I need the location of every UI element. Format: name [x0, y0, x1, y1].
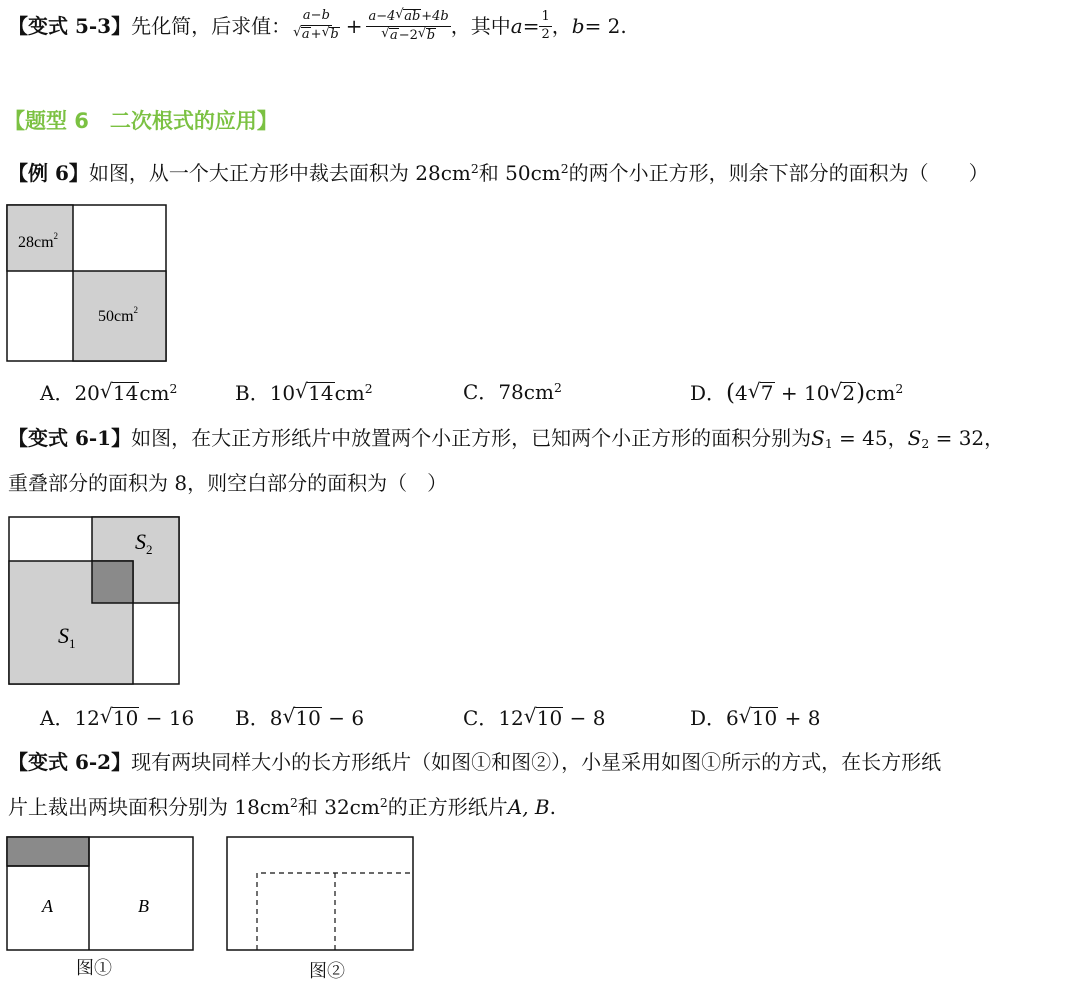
section-heading: 【题型 6 二次根式的应用】: [4, 109, 278, 133]
example-6-option-c: C．$78cm^2$: [463, 380, 562, 404]
problem-6-1-line-1: 【变式 6-1】如图，在大正方形纸片中放置两个小正方形，已知两个小正方形的面积分别为$S_1 = 45$，$S_2 = 32$，: [8, 426, 1005, 452]
svg-text:S1: $S_1$: [58, 623, 76, 651]
figure-1: [6, 836, 196, 954]
problem-text: 先化简，后求值：: [131, 14, 292, 38]
svg-text:50cm2: $50cm^2$: [98, 305, 139, 325]
figure-2: [226, 836, 416, 954]
problem-6-1-figure: [8, 516, 181, 686]
example-6-figure: [6, 204, 168, 362]
problem-tag: 【变式 5-3】: [8, 14, 132, 38]
fraction-numerator: a−4√ ab+4b: [366, 9, 450, 27]
example-6-option-b: B．10√ $14cm^2$: [235, 382, 373, 404]
example-6-question: 【例 6】如图，从一个大正方形中裁去面积为 $28cm^2$和 $50cm^2$的两个小正方形，则余下部分的面积为（ ）: [8, 161, 989, 185]
condition-text: ，其中: [450, 14, 511, 38]
problem-6-1-option-b: B．8√ 10 − 6: [235, 707, 364, 729]
variable-b: b: [571, 14, 585, 38]
fraction-denominator: √ a+√ b: [291, 26, 342, 43]
svg-text:A: A: [42, 896, 53, 916]
comma: ，: [551, 14, 572, 38]
plus-sign: +: [345, 14, 363, 38]
svg-text:B: B: [138, 896, 149, 916]
problem-tag: 【例 6】: [8, 161, 89, 185]
problem-6-1-option-a: A．12√ 10 − 16: [40, 707, 194, 729]
fraction-numerator: a−b: [301, 9, 332, 26]
example-6-option-d: D．(4√ 7 + 10√ $2)cm^2$: [690, 382, 903, 405]
problem-6-1-line-2: 重叠部分的面积为 8，则空白部分的面积为（ ）: [8, 471, 448, 495]
fraction-half: $\frac{1}{2}$: [541, 8, 550, 42]
equals-sign: =: [522, 14, 540, 38]
fraction-1: [291, 9, 342, 43]
fraction-2: [366, 9, 450, 44]
problem-5-3: [8, 6, 627, 46]
problem-tag: 【变式 6-1】: [8, 426, 132, 450]
problem-tag: 【变式 6-2】: [8, 750, 132, 774]
figure-2-caption: 图②: [309, 961, 345, 982]
variable-a: a: [510, 14, 523, 38]
problem-6-2-line-1: 【变式 6-2】现有两块同样大小的长方形纸片（如图①和图②），小星采用如图①所示的方式，在长方形纸: [8, 750, 942, 774]
example-6-option-a: A．20√ $14cm^2$: [40, 382, 177, 404]
fraction-denominator: √ a−2√ b: [379, 27, 438, 44]
figure-1-caption: 图①: [76, 958, 112, 979]
overlap-region: [92, 561, 133, 603]
problem-6-1-option-c: C．12√ 10 − 8: [463, 707, 605, 729]
b-value: = 2.: [584, 14, 627, 38]
svg-text:28cm2: $28cm^2$: [18, 231, 59, 251]
leftover-strip: [7, 837, 89, 866]
problem-6-2-line-2: 片上裁出两块面积分别为 $18cm^2$和 $32cm^2$的正方形纸片A, B.: [8, 795, 556, 819]
problem-6-1-option-d: D．6√ 10 + 8: [690, 707, 820, 729]
svg-text:S2: $S_2$: [135, 529, 153, 557]
